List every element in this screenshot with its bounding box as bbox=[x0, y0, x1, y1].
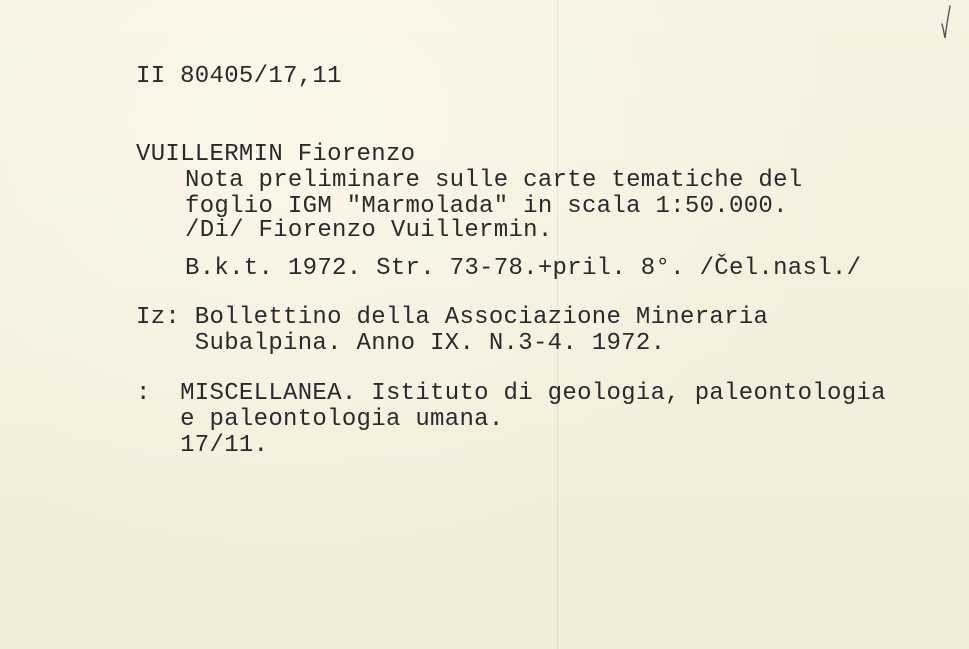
check-mark-icon bbox=[938, 2, 952, 42]
notes-line-1: : MISCELLANEA. Istituto di geologia, paleontologia bbox=[136, 380, 886, 407]
source-line-1: Iz: Bollettino della Associazione Mineraria bbox=[136, 304, 769, 331]
call-number: II 80405/17,11 bbox=[136, 63, 342, 90]
notes-line-3: 17/11. bbox=[136, 432, 269, 459]
source-line-2: Subalpina. Anno IX. N.3-4. 1972. bbox=[136, 330, 666, 357]
author-heading: VUILLERMIN Fiorenzo bbox=[136, 141, 416, 168]
title-line-3: /Di/ Fiorenzo Vuillermin. bbox=[185, 217, 553, 244]
title-line-2: foglio IGM "Marmolada" in scala 1:50.000. bbox=[185, 193, 788, 220]
notes-line-2: e paleontologia umana. bbox=[136, 406, 504, 433]
physical-description: B.k.t. 1972. Str. 73-78.+pril. 8°. /Čel.nasl./ bbox=[185, 255, 862, 282]
title-line-1: Nota preliminare sulle carte tematiche del bbox=[185, 167, 803, 194]
